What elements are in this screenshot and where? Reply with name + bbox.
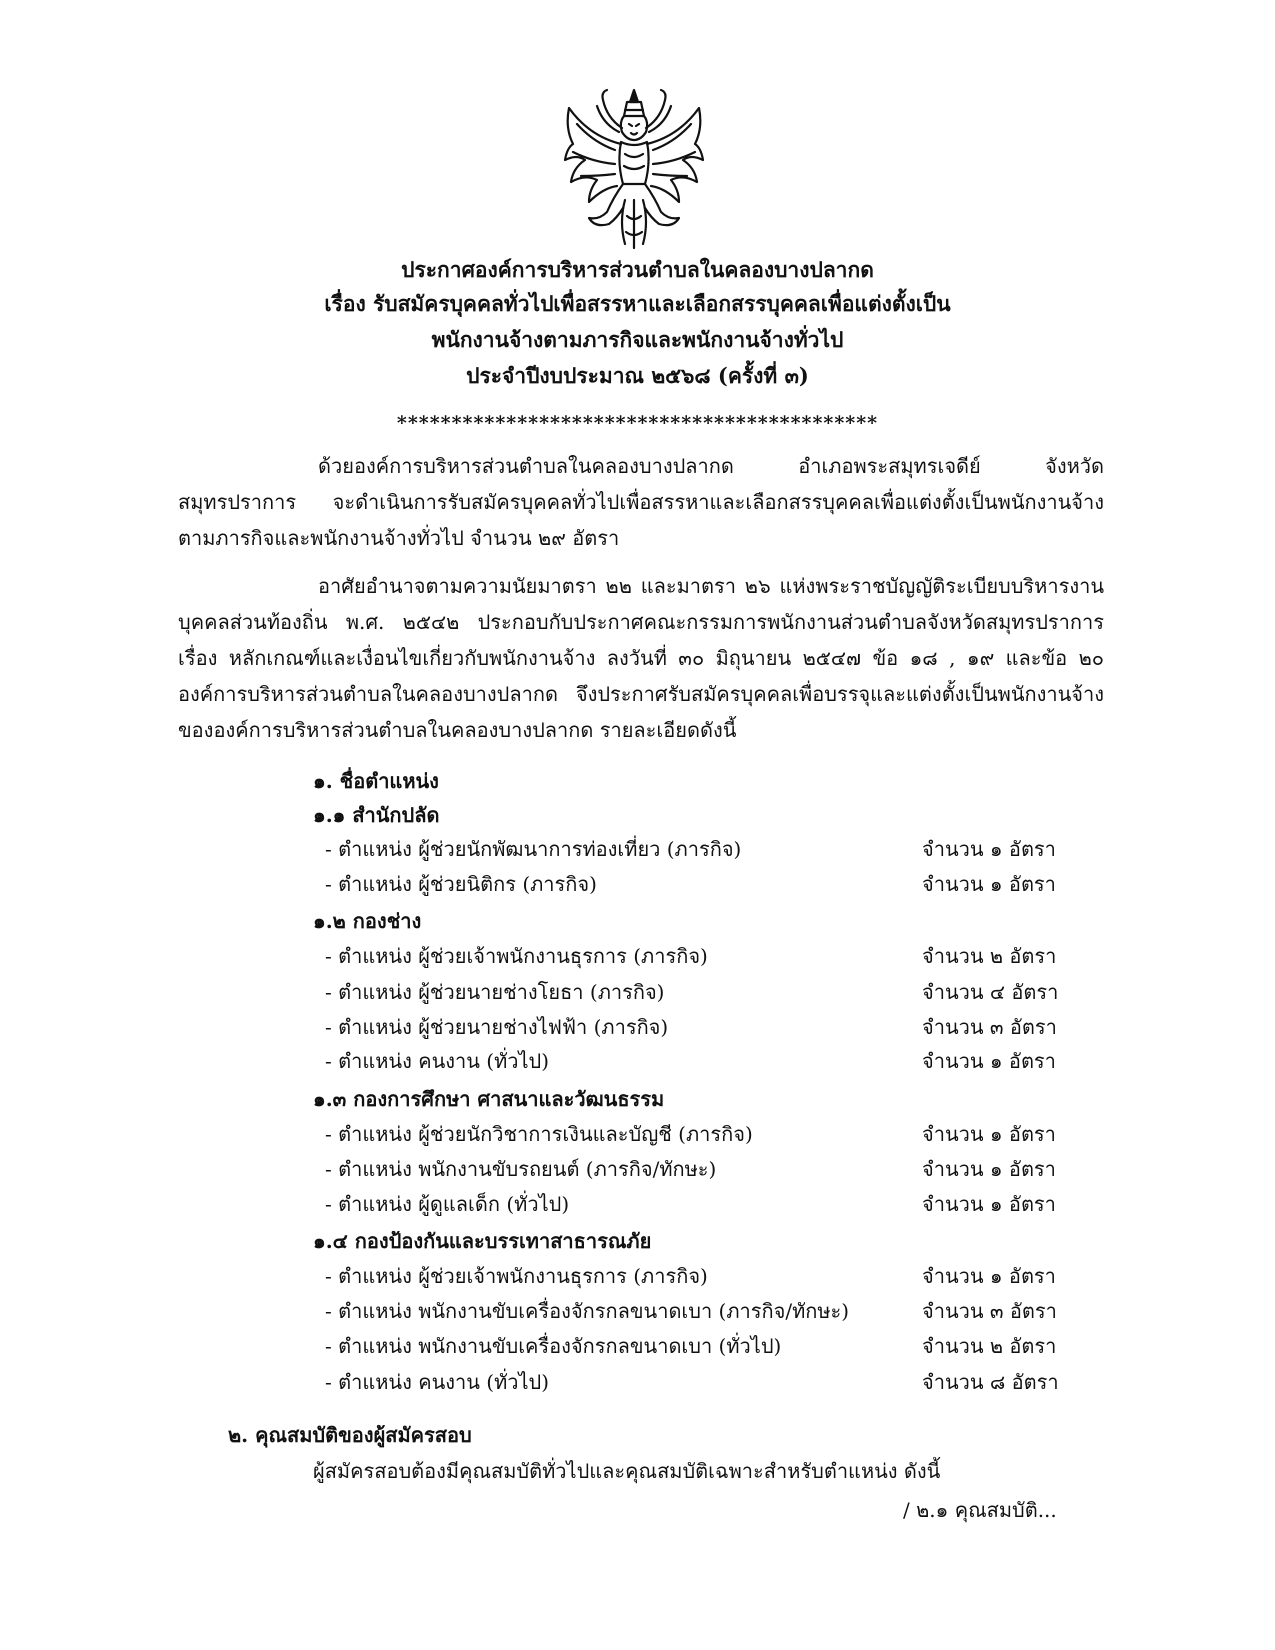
position-count: จำนวน ๒ อัตรา <box>922 944 1057 968</box>
group-heading-1-2: ๑.๒ กองช่าง <box>313 909 422 933</box>
asterisk-separator: ******************************************** <box>396 412 879 434</box>
position-row <box>325 977 1075 1007</box>
position-row <box>325 1261 1075 1291</box>
position-row <box>325 941 1075 971</box>
group-heading-1-3: ๑.๓ กองการศึกษา ศาสนาและวัฒนธรรม <box>313 1087 665 1111</box>
paragraph-authority <box>178 568 1104 748</box>
position-name: - ตำแหน่ง คนงาน (ทั่วไป) <box>325 1370 550 1394</box>
position-row <box>325 1331 1075 1361</box>
position-count: จำนวน ๑ อัตรา <box>922 1049 1056 1073</box>
position-count: จำนวน ๑ อัตรา <box>922 1122 1056 1146</box>
position-row <box>325 1367 1075 1397</box>
position-count: จำนวน ๑ อัตรา <box>922 1157 1056 1181</box>
position-name: - ตำแหน่ง ผู้ช่วยเจ้าพนักงานธุรการ (ภารกิจ) <box>325 944 708 968</box>
position-row <box>325 1012 1075 1042</box>
page-continuation: / ๒.๑ คุณสมบัติ... <box>903 1498 1057 1522</box>
position-name: - ตำแหน่ง ผู้ช่วยนิติกร (ภารกิจ) <box>325 872 597 896</box>
position-name: - ตำแหน่ง พนักงานขับเครื่องจักรกลขนาดเบา (ทั่วไป) <box>325 1334 782 1358</box>
position-row <box>325 1046 1075 1076</box>
position-count: จำนวน ๒ อัตรา <box>922 1334 1057 1358</box>
position-count: จำนวน ๔ อัตรา <box>922 980 1059 1004</box>
position-count: จำนวน ๑ อัตรา <box>922 1264 1056 1288</box>
paragraph-intro-text: ด้วยองค์การบริหารส่วนตำบลในคลองบางปลากด อำเภอพระสมุทรเจดีย์ จังหวัดสมุทรปราการ จะดำเนินการรับสมัครบุคคลทั่วไปเพื่อสรรหาและเลือกสรรบุคคลเพื่อแต่งตั้งเป็นพนักงานจ้างตามภารกิจและพนักงานจ้างทั่วไป จำนวน ๒๙ อัตรา <box>178 454 1104 550</box>
position-row <box>325 1154 1075 1184</box>
position-count: จำนวน ๘ อัตรา <box>922 1370 1059 1394</box>
position-row <box>325 1189 1075 1219</box>
position-row <box>325 834 1075 864</box>
position-name: - ตำแหน่ง พนักงานขับรถยนต์ (ภารกิจ/ทักษะ) <box>325 1157 717 1181</box>
section-2-text: ผู้สมัครสอบต้องมีคุณสมบัติทั่วไปและคุณสมบัติเฉพาะสำหรับตำแหน่ง ดังนี้ <box>313 1459 941 1483</box>
position-count: จำนวน ๑ อัตรา <box>922 872 1056 896</box>
position-name: - ตำแหน่ง ผู้ช่วยนายช่างโยธา (ภารกิจ) <box>325 980 665 1004</box>
position-name: - ตำแหน่ง ผู้ช่วยนายช่างไฟฟ้า (ภารกิจ) <box>325 1015 669 1039</box>
position-name: - ตำแหน่ง ผู้ดูแลเด็ก (ทั่วไป) <box>325 1192 570 1216</box>
title-line-1: ประกาศองค์การบริหารส่วนตำบลในคลองบางปลากด <box>401 257 874 282</box>
position-name: - ตำแหน่ง ผู้ช่วยนักพัฒนาการท่องเที่ยว (ภารกิจ) <box>325 837 742 861</box>
position-count: จำนวน ๓ อัตรา <box>922 1015 1057 1039</box>
position-row <box>325 1119 1075 1149</box>
position-count: จำนวน ๑ อัตรา <box>922 837 1056 861</box>
group-heading-1-1: ๑.๑ สำนักปลัด <box>313 803 440 827</box>
title-line-3: พนักงานจ้างตามภารกิจและพนักงานจ้างทั่วไป <box>431 327 844 352</box>
garuda-emblem-icon <box>559 88 709 250</box>
title-line-2: เรื่อง รับสมัครบุคคลทั่วไปเพื่อสรรหาและเลือกสรรบุคคลเพื่อแต่งตั้งเป็น <box>324 291 951 316</box>
paragraph-intro <box>178 448 1104 556</box>
section-2-heading: ๒. คุณสมบัติของผู้สมัครสอบ <box>228 1423 472 1447</box>
paragraph-authority-text: อาศัยอำนาจตามความนัยมาตรา ๒๒ และมาตรา ๒๖ แห่งพระราชบัญญัติระเบียบบริหารงานบุคคลส่วนท้องถิ่น พ.ศ. ๒๕๔๒ ประกอบกับประกาศคณะกรรมการพนักงานส่วนตำบลจังหวัดสมุทรปราการ เรื่อง หลักเกณฑ์และเงื่อนไขเกี่ยวกับพนักงานจ้าง ลงวันที่ ๓๐ มิถุนายน ๒๕๔๗ ข้อ ๑๘ , ๑๙ และข้อ ๒๐ องค์การบริหารส่วนตำบลในคลองบางปลากด จึงประกาศรับสมัครบุคคลเพื่อบรรจุและแต่งตั้งเป็นพนักงานจ้างขององค์การบริหารส่วนตำบลในคลองบางปลากด รายละเอียดดังนี้ <box>178 574 1104 742</box>
position-name: - ตำแหน่ง ผู้ช่วยนักวิชาการเงินและบัญชี (ภารกิจ) <box>325 1122 753 1146</box>
position-row <box>325 869 1075 899</box>
group-heading-1-4: ๑.๔ กองป้องกันและบรรเทาสาธารณภัย <box>313 1229 652 1253</box>
position-count: จำนวน ๑ อัตรา <box>922 1192 1056 1216</box>
position-name: - ตำแหน่ง พนักงานขับเครื่องจักรกลขนาดเบา (ภารกิจ/ทักษะ) <box>325 1299 850 1323</box>
section-1-heading: ๑. ชื่อตำแหน่ง <box>313 769 439 793</box>
position-row <box>325 1296 1075 1326</box>
position-name: - ตำแหน่ง คนงาน (ทั่วไป) <box>325 1049 550 1073</box>
position-count: จำนวน ๓ อัตรา <box>922 1299 1057 1323</box>
title-line-4: ประจำปีงบประมาณ ๒๕๖๘ (ครั้งที่ ๓) <box>466 363 809 388</box>
position-name: - ตำแหน่ง ผู้ช่วยเจ้าพนักงานธุรการ (ภารกิจ) <box>325 1264 708 1288</box>
